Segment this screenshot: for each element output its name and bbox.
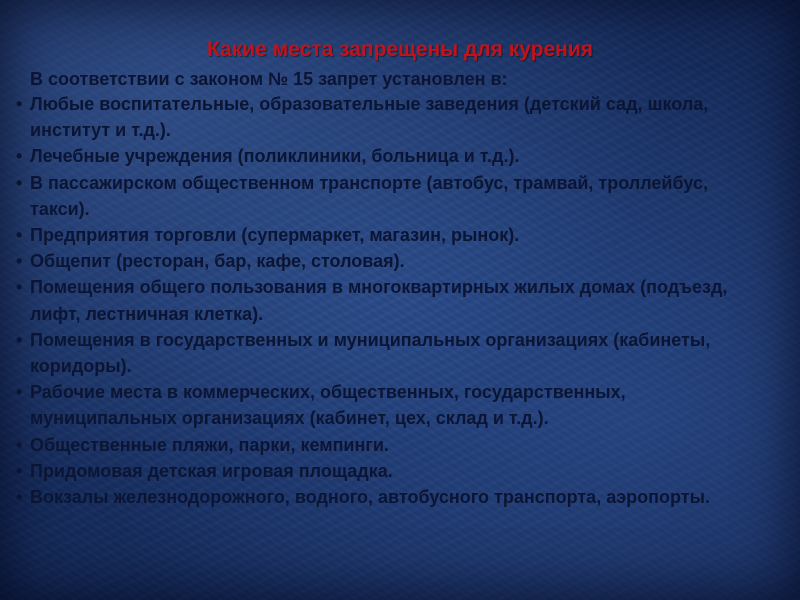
bullet-icon: • bbox=[16, 172, 23, 193]
slide-title: Какие места запрещены для курения bbox=[206, 38, 593, 61]
bullet-icon: • bbox=[16, 94, 23, 114]
list-item-text: Общественные пляжи, парки, кемпинги. bbox=[30, 434, 389, 455]
list-item-text: Лечебные учреждения (поликлиники, больница и т.д.). bbox=[30, 146, 520, 167]
bullet-icon: • bbox=[16, 382, 23, 403]
list-item bbox=[0, 91, 760, 143]
bullet-icon: • bbox=[16, 460, 23, 481]
list-item bbox=[0, 274, 760, 326]
list-item bbox=[0, 484, 760, 510]
list-item bbox=[0, 458, 760, 484]
bullet-icon: • bbox=[16, 487, 23, 508]
bullet-icon: • bbox=[16, 434, 23, 455]
intro-text: В соответствии с законом № 15 запрет установлен в: bbox=[30, 69, 508, 89]
list-item-text: Предприятия торговли (супермаркет, магазин, рынок). bbox=[30, 225, 520, 246]
list-item-text: Помещения в государственных и муниципальных организациях (кабинеты, коридоры). bbox=[30, 329, 711, 377]
list-item bbox=[0, 379, 760, 431]
bullet-icon: • bbox=[16, 146, 23, 167]
list-item-text: Придомовая детская игровая площадка. bbox=[30, 460, 393, 481]
list-item bbox=[0, 143, 760, 169]
bullet-icon: • bbox=[16, 277, 23, 298]
list-item bbox=[0, 432, 760, 458]
list-item bbox=[0, 248, 760, 274]
bullet-icon: • bbox=[16, 225, 23, 246]
list-item-text: Рабочие места в коммерческих, общественных, государственных, муниципальных организациях (кабинет, цех, склад и т.д.). bbox=[30, 382, 626, 429]
list-item bbox=[0, 170, 760, 222]
list-item-text: Помещения общего пользования в многоквартирных жилых домах (подъезд, лифт, лестничная клетка). bbox=[30, 277, 728, 324]
bullet-icon: • bbox=[16, 251, 23, 272]
list-item-text: В пассажирском общественном транспорте (автобус, трамвай, троллейбус, такси). bbox=[30, 172, 708, 219]
restricted-places-list bbox=[0, 91, 760, 510]
bullet-icon: • bbox=[16, 329, 23, 350]
list-item bbox=[0, 222, 760, 248]
list-item-text: Вокзалы железнодорожного, водного, автобусного транспорта, аэропорты. bbox=[30, 487, 710, 508]
list-item bbox=[0, 327, 760, 379]
list-item-text: Любые воспитательные, образовательные заведения (детский сад, школа, институт и т.д.). bbox=[30, 94, 709, 141]
list-item-text: Общепит (ресторан, бар, кафе, столовая). bbox=[30, 251, 405, 272]
